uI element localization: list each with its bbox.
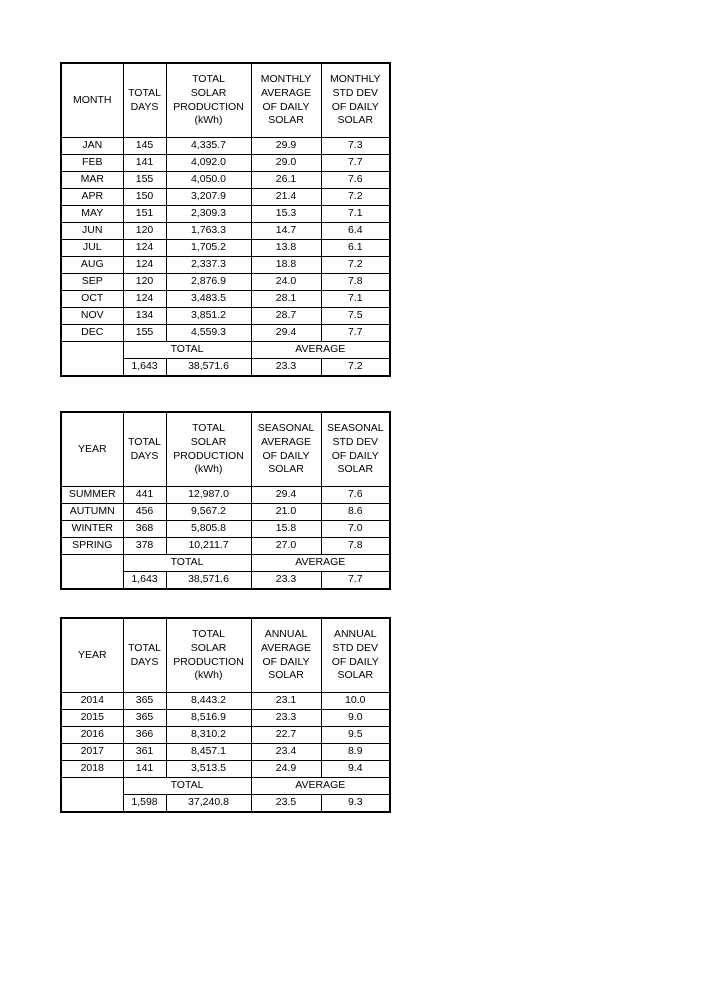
footer-value-cell: 9.3 bbox=[321, 795, 390, 813]
row-label-cell: SPRING bbox=[61, 538, 123, 555]
column-header-line: ANNUAL bbox=[264, 628, 308, 641]
table-footer-value-row bbox=[61, 795, 390, 813]
data-cell: 361 bbox=[123, 744, 166, 761]
column-header-line: PRODUCTION bbox=[173, 449, 244, 462]
data-cell: 4,092.0 bbox=[166, 155, 251, 172]
column-header-line: OF DAILY bbox=[262, 100, 310, 113]
column-header-3 bbox=[166, 63, 251, 138]
column-header-line: MONTHLY bbox=[329, 73, 381, 86]
footer-value-cell: 7.2 bbox=[321, 359, 390, 377]
table-row bbox=[61, 308, 390, 325]
row-label-cell: MAY bbox=[61, 206, 123, 223]
data-cell: 12,987.0 bbox=[166, 487, 251, 504]
table-row bbox=[61, 761, 390, 778]
column-header-4 bbox=[251, 618, 321, 693]
data-cell: 9.5 bbox=[321, 727, 390, 744]
row-label-cell: 2017 bbox=[61, 744, 123, 761]
table-row bbox=[61, 172, 390, 189]
row-label-cell: AUG bbox=[61, 257, 123, 274]
column-header-3 bbox=[166, 618, 251, 693]
data-cell: 10.0 bbox=[321, 693, 390, 710]
footer-value-cell: 1,643 bbox=[123, 359, 166, 377]
data-cell: 368 bbox=[123, 521, 166, 538]
footer-total-label: TOTAL bbox=[123, 342, 251, 359]
footer-average-label: AVERAGE bbox=[251, 342, 390, 359]
data-cell: 8.6 bbox=[321, 504, 390, 521]
data-cell: 8.9 bbox=[321, 744, 390, 761]
footer-total-label: TOTAL bbox=[123, 555, 251, 572]
data-cell: 29.0 bbox=[251, 155, 321, 172]
row-label-cell: JUL bbox=[61, 240, 123, 257]
column-header-5 bbox=[321, 63, 390, 138]
footer-value-cell: 38,571.6 bbox=[166, 572, 251, 590]
column-header-4 bbox=[251, 412, 321, 487]
row-label-cell: NOV bbox=[61, 308, 123, 325]
table-header-row bbox=[61, 412, 390, 487]
column-header-line: ANNUAL bbox=[333, 628, 377, 641]
row-label-cell: AUTUMN bbox=[61, 504, 123, 521]
data-cell: 21.4 bbox=[251, 189, 321, 206]
footer-blank-cell bbox=[61, 572, 123, 590]
row-label-cell: 2016 bbox=[61, 727, 123, 744]
column-header-line: SOLAR bbox=[268, 114, 304, 127]
data-cell: 7.8 bbox=[321, 538, 390, 555]
seasonal-solar-production-table bbox=[60, 411, 391, 590]
column-header-line: MONTHLY bbox=[260, 73, 312, 86]
data-cell: 150 bbox=[123, 189, 166, 206]
data-cell: 15.8 bbox=[251, 521, 321, 538]
footer-blank-cell bbox=[61, 359, 123, 377]
column-header-line: OF DAILY bbox=[331, 655, 379, 668]
data-cell: 7.6 bbox=[321, 172, 390, 189]
column-header-line: SOLAR bbox=[190, 641, 227, 654]
table-footer-label-row bbox=[61, 778, 390, 795]
footer-value-cell: 23.5 bbox=[251, 795, 321, 813]
data-cell: 124 bbox=[123, 240, 166, 257]
column-header-3 bbox=[166, 412, 251, 487]
data-cell: 3,513.5 bbox=[166, 761, 251, 778]
column-header-line: OF DAILY bbox=[262, 449, 310, 462]
table-row bbox=[61, 291, 390, 308]
row-label-cell: OCT bbox=[61, 291, 123, 308]
table-header-row bbox=[61, 63, 390, 138]
data-cell: 2,337.3 bbox=[166, 257, 251, 274]
data-cell: 8,310.2 bbox=[166, 727, 251, 744]
column-header-line: OF DAILY bbox=[331, 449, 379, 462]
data-cell: 141 bbox=[123, 155, 166, 172]
data-cell: 9,567.2 bbox=[166, 504, 251, 521]
data-cell: 3,851.2 bbox=[166, 308, 251, 325]
table-footer-value-row bbox=[61, 572, 390, 590]
data-cell: 456 bbox=[123, 504, 166, 521]
data-cell: 23.3 bbox=[251, 710, 321, 727]
data-cell: 26.1 bbox=[251, 172, 321, 189]
monthly-solar-production-table bbox=[60, 62, 391, 377]
footer-blank-cell bbox=[61, 778, 123, 795]
data-cell: 29.4 bbox=[251, 487, 321, 504]
column-header-line: DAYS bbox=[130, 449, 159, 462]
data-cell: 28.7 bbox=[251, 308, 321, 325]
column-header-line: OF DAILY bbox=[262, 655, 310, 668]
row-label-cell: DEC bbox=[61, 325, 123, 342]
table-row bbox=[61, 710, 390, 727]
data-cell: 365 bbox=[123, 693, 166, 710]
table-row bbox=[61, 487, 390, 504]
data-cell: 441 bbox=[123, 487, 166, 504]
column-header-line: AVERAGE bbox=[261, 86, 311, 99]
table-header-row bbox=[61, 618, 390, 693]
column-header-line: SOLAR bbox=[190, 435, 227, 448]
column-header-line: AVERAGE bbox=[261, 435, 311, 448]
row-label-cell: SUMMER bbox=[61, 487, 123, 504]
column-header-2 bbox=[123, 412, 166, 487]
data-cell: 2,876.9 bbox=[166, 274, 251, 291]
row-label-cell: MAR bbox=[61, 172, 123, 189]
footer-total-label: TOTAL bbox=[123, 778, 251, 795]
data-cell: 15.3 bbox=[251, 206, 321, 223]
data-cell: 23.4 bbox=[251, 744, 321, 761]
table-row bbox=[61, 727, 390, 744]
column-header-line: SEASONAL bbox=[326, 422, 384, 435]
column-header-1 bbox=[61, 63, 123, 138]
data-cell: 18.8 bbox=[251, 257, 321, 274]
table-footer-label-row bbox=[61, 342, 390, 359]
data-cell: 378 bbox=[123, 538, 166, 555]
table-row bbox=[61, 138, 390, 155]
footer-average-label: AVERAGE bbox=[251, 555, 390, 572]
row-label-cell: 2015 bbox=[61, 710, 123, 727]
data-cell: 28.1 bbox=[251, 291, 321, 308]
data-cell: 4,559.3 bbox=[166, 325, 251, 342]
column-header-line: (kWh) bbox=[194, 669, 223, 682]
column-header-2 bbox=[123, 618, 166, 693]
data-cell: 7.7 bbox=[321, 155, 390, 172]
column-header-line: TOTAL bbox=[192, 73, 225, 86]
table-row bbox=[61, 744, 390, 761]
column-header-line: TOTAL bbox=[128, 86, 161, 99]
data-cell: 7.7 bbox=[321, 325, 390, 342]
data-cell: 10,211.7 bbox=[166, 538, 251, 555]
data-cell: 24.0 bbox=[251, 274, 321, 291]
column-header-2 bbox=[123, 63, 166, 138]
column-header-line: AVERAGE bbox=[261, 641, 311, 654]
column-header-line: STD DEV bbox=[332, 641, 378, 654]
table-row bbox=[61, 155, 390, 172]
table-row bbox=[61, 223, 390, 240]
footer-value-cell: 1,598 bbox=[123, 795, 166, 813]
data-cell: 27.0 bbox=[251, 538, 321, 555]
data-cell: 1,705.2 bbox=[166, 240, 251, 257]
column-header-line: TOTAL bbox=[128, 435, 161, 448]
footer-value-cell: 38,571.6 bbox=[166, 359, 251, 377]
footer-average-label: AVERAGE bbox=[251, 778, 390, 795]
column-header-line: TOTAL bbox=[192, 628, 225, 641]
column-header-line: SEASONAL bbox=[257, 422, 315, 435]
column-header-line: STD DEV bbox=[332, 86, 378, 99]
data-cell: 3,483.5 bbox=[166, 291, 251, 308]
column-header-line: SOLAR bbox=[337, 463, 374, 476]
row-label-cell: SEP bbox=[61, 274, 123, 291]
column-header-line: YEAR bbox=[77, 648, 107, 661]
data-cell: 6.1 bbox=[321, 240, 390, 257]
row-label-cell: APR bbox=[61, 189, 123, 206]
data-cell: 8,457.1 bbox=[166, 744, 251, 761]
data-cell: 29.9 bbox=[251, 138, 321, 155]
data-cell: 7.2 bbox=[321, 257, 390, 274]
column-header-5 bbox=[321, 412, 390, 487]
table-row bbox=[61, 504, 390, 521]
table-footer-value-row bbox=[61, 359, 390, 377]
data-cell: 7.6 bbox=[321, 487, 390, 504]
row-label-cell: 2014 bbox=[61, 693, 123, 710]
column-header-line: STD DEV bbox=[332, 435, 378, 448]
data-cell: 124 bbox=[123, 257, 166, 274]
footer-value-cell: 23.3 bbox=[251, 359, 321, 377]
data-cell: 6.4 bbox=[321, 223, 390, 240]
data-cell: 14.7 bbox=[251, 223, 321, 240]
table-row bbox=[61, 693, 390, 710]
data-cell: 23.1 bbox=[251, 693, 321, 710]
footer-value-cell: 23.3 bbox=[251, 572, 321, 590]
column-header-1 bbox=[61, 618, 123, 693]
data-cell: 4,335.7 bbox=[166, 138, 251, 155]
data-cell: 7.1 bbox=[321, 206, 390, 223]
table-row bbox=[61, 325, 390, 342]
column-header-line: SOLAR bbox=[337, 669, 374, 682]
data-cell: 24.9 bbox=[251, 761, 321, 778]
column-header-line: TOTAL bbox=[128, 641, 161, 654]
row-label-cell: JUN bbox=[61, 223, 123, 240]
data-cell: 13.8 bbox=[251, 240, 321, 257]
data-cell: 120 bbox=[123, 274, 166, 291]
data-cell: 134 bbox=[123, 308, 166, 325]
data-cell: 7.5 bbox=[321, 308, 390, 325]
data-cell: 7.3 bbox=[321, 138, 390, 155]
data-cell: 3,207.9 bbox=[166, 189, 251, 206]
column-header-line: OF DAILY bbox=[331, 100, 379, 113]
table-row bbox=[61, 274, 390, 291]
table-row bbox=[61, 538, 390, 555]
data-cell: 9.0 bbox=[321, 710, 390, 727]
data-cell: 145 bbox=[123, 138, 166, 155]
data-cell: 155 bbox=[123, 325, 166, 342]
data-cell: 8,516.9 bbox=[166, 710, 251, 727]
row-label-cell: FEB bbox=[61, 155, 123, 172]
data-cell: 4,050.0 bbox=[166, 172, 251, 189]
annual-solar-production-table-container bbox=[60, 617, 391, 813]
row-label-cell: 2018 bbox=[61, 761, 123, 778]
data-cell: 5,805.8 bbox=[166, 521, 251, 538]
data-cell: 8,443.2 bbox=[166, 693, 251, 710]
data-cell: 7.1 bbox=[321, 291, 390, 308]
data-cell: 124 bbox=[123, 291, 166, 308]
footer-value-cell: 37,240.8 bbox=[166, 795, 251, 813]
data-cell: 366 bbox=[123, 727, 166, 744]
column-header-line: PRODUCTION bbox=[173, 655, 244, 668]
data-cell: 22.7 bbox=[251, 727, 321, 744]
table-row bbox=[61, 521, 390, 538]
data-cell: 9.4 bbox=[321, 761, 390, 778]
footer-blank-cell bbox=[61, 555, 123, 572]
data-cell: 151 bbox=[123, 206, 166, 223]
data-cell: 2,309.3 bbox=[166, 206, 251, 223]
column-header-line: SOLAR bbox=[190, 86, 227, 99]
footer-blank-cell bbox=[61, 795, 123, 813]
row-label-cell: WINTER bbox=[61, 521, 123, 538]
monthly-solar-production-table-container bbox=[60, 62, 391, 377]
column-header-line: YEAR bbox=[77, 442, 107, 455]
data-cell: 120 bbox=[123, 223, 166, 240]
table-footer-label-row bbox=[61, 555, 390, 572]
table-row bbox=[61, 257, 390, 274]
column-header-4 bbox=[251, 63, 321, 138]
column-header-line: TOTAL bbox=[192, 422, 225, 435]
data-cell: 141 bbox=[123, 761, 166, 778]
footer-value-cell: 7.7 bbox=[321, 572, 390, 590]
row-label-cell: JAN bbox=[61, 138, 123, 155]
column-header-1 bbox=[61, 412, 123, 487]
column-header-line: PRODUCTION bbox=[173, 100, 244, 113]
data-cell: 29.4 bbox=[251, 325, 321, 342]
column-header-line: DAYS bbox=[130, 655, 159, 668]
data-cell: 365 bbox=[123, 710, 166, 727]
data-cell: 7.0 bbox=[321, 521, 390, 538]
data-cell: 7.2 bbox=[321, 189, 390, 206]
column-header-line: (kWh) bbox=[194, 114, 223, 127]
column-header-line: DAYS bbox=[130, 100, 159, 113]
data-cell: 1,763.3 bbox=[166, 223, 251, 240]
footer-blank-cell bbox=[61, 342, 123, 359]
column-header-line: (kWh) bbox=[194, 463, 223, 476]
footer-value-cell: 1,643 bbox=[123, 572, 166, 590]
seasonal-solar-production-table-container bbox=[60, 411, 391, 590]
column-header-line: SOLAR bbox=[268, 463, 304, 476]
table-row bbox=[61, 240, 390, 257]
column-header-line: SOLAR bbox=[268, 669, 304, 682]
data-cell: 7.8 bbox=[321, 274, 390, 291]
column-header-5 bbox=[321, 618, 390, 693]
column-header-line: SOLAR bbox=[337, 114, 374, 127]
table-row bbox=[61, 189, 390, 206]
annual-solar-production-table bbox=[60, 617, 391, 813]
column-header-line: MONTH bbox=[73, 93, 112, 106]
table-row bbox=[61, 206, 390, 223]
data-cell: 155 bbox=[123, 172, 166, 189]
data-cell: 21.0 bbox=[251, 504, 321, 521]
